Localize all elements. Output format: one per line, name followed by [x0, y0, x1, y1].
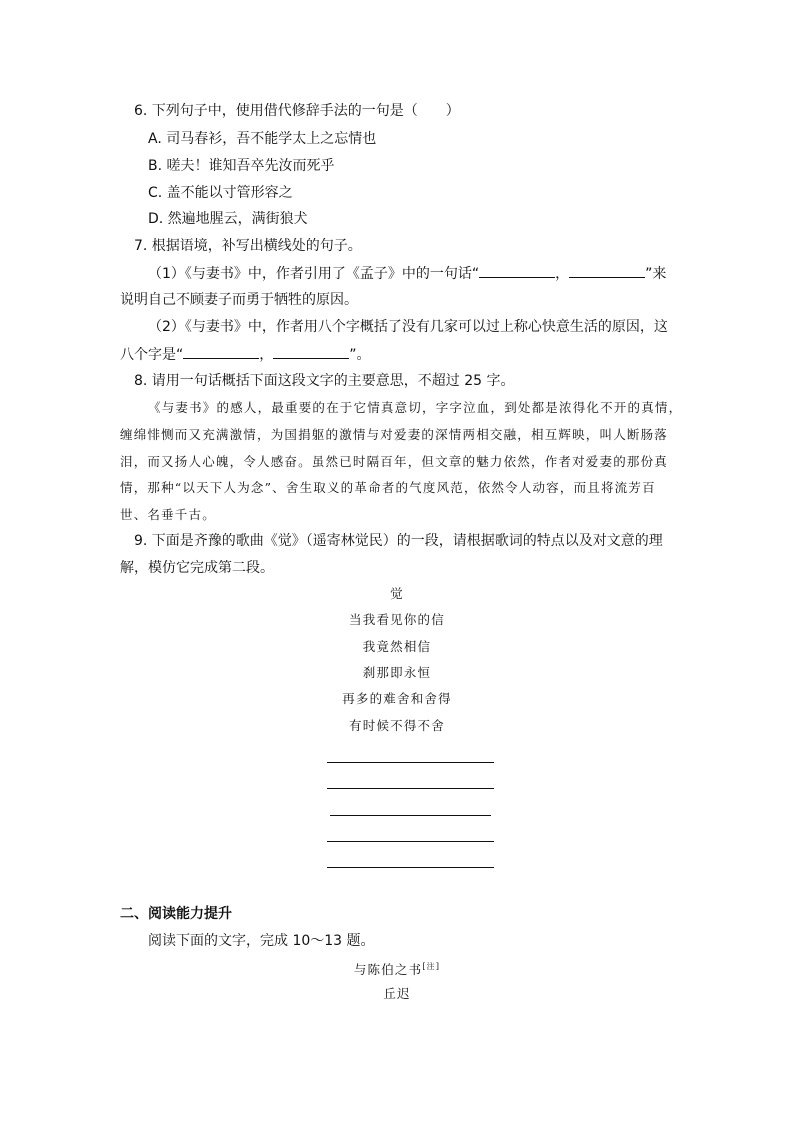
q9-stem: 9. 下面是齐豫的歌曲《觉》（遥寄林觉民）的一段，请根据歌词的特点以及对文意的理 [134, 533, 663, 549]
answer-line[interactable] [327, 788, 494, 789]
q7-part1-cont: 说明自己不顾妻子而勇于牺牲的原因。 [120, 292, 358, 308]
q8-passage-line: 世、名垂千古。 [120, 507, 216, 522]
lyric-line: 当我看见你的信 [349, 612, 445, 627]
article-title-text: 与陈伯之书 [353, 962, 423, 978]
q7-blank-4[interactable] [273, 344, 349, 359]
q7-part2-end: ”。 [349, 347, 371, 363]
answer-line[interactable] [330, 815, 491, 816]
q7-part2: （2）《与妻书》中，作者用八个字概括了没有几家可以过上称心快意生活的原因，这 [148, 319, 668, 335]
q7-part2-cont [120, 344, 371, 365]
q7-part1-sep: ， [555, 266, 570, 282]
q6-option-a: A. 司马春衫，吾不能学太上之忘情也 [148, 131, 377, 147]
q7-blank-2[interactable] [569, 263, 645, 278]
song-title: 觉 [390, 586, 404, 601]
q9-stem-cont: 解，模仿它完成第二段。 [120, 560, 274, 576]
section-intro: 阅读下面的文字，完成 10～13 题。 [148, 933, 375, 949]
q7-part1-text: （1）《与妻书》中，作者引用了《孟子》中的一句话“ [148, 266, 480, 282]
q6-option-d: D. 然遍地腥云，满街狼犬 [148, 211, 308, 227]
q8-passage-line: 《与妻书》的感人，最重要的在于它情真意切，字字泣血，到处都是浓得化不开的真情， [148, 400, 683, 415]
q7-stem: 7. 根据语境，补写出横线处的句子。 [134, 238, 362, 254]
q7-blank-1[interactable] [479, 263, 555, 278]
section-heading: 二、阅读能力提升 [120, 906, 232, 922]
q8-passage-line: 缠绵悱恻而又充满激情，为国捐躯的激情与对爱妻的深情两相交融，相互辉映，叫人断肠落 [120, 427, 669, 442]
lyric-line: 我竟然相信 [362, 639, 432, 654]
answer-line[interactable] [327, 762, 494, 763]
q6-option-b: B. 嗟夫！谁知吾卒先汝而死乎 [148, 158, 335, 174]
q7-part1-end: ”来 [645, 266, 667, 282]
lyric-line: 刹那即永恒 [362, 665, 432, 680]
article-title [0, 957, 794, 980]
q6-option-c: C. 盖不能以寸管形容之 [148, 185, 293, 201]
q8-passage-line: 情，那种“以天下人为念”、舍生取义的革命者的气度风范，依然令人动容，而且将流芳百 [120, 480, 656, 495]
q7-part2-text: 八个字是“ [120, 347, 184, 363]
q8-stem: 8. 请用一句话概括下面这段文字的主要意思，不超过 25 字。 [134, 373, 515, 389]
footnote-marker: [注] [422, 962, 441, 971]
q6-stem: 6. 下列句子中，使用借代修辞手法的一句是（ ） [134, 103, 460, 119]
q7-part1 [148, 263, 666, 284]
lyric-line: 再多的难舍和舍得 [342, 691, 452, 706]
answer-line[interactable] [327, 867, 494, 868]
lyric-line: 有时候不得不舍 [349, 718, 445, 733]
answer-line[interactable] [327, 841, 494, 842]
article-author: 丘迟 [383, 986, 411, 1001]
q7-part2-sep: ， [259, 347, 274, 363]
q8-passage-line: 泪，而又扬人心魄，令人感奋。虽然已时隔百年，但文章的魅力依然，作者对爱妻的那份真 [120, 454, 669, 469]
q7-blank-3[interactable] [183, 344, 259, 359]
